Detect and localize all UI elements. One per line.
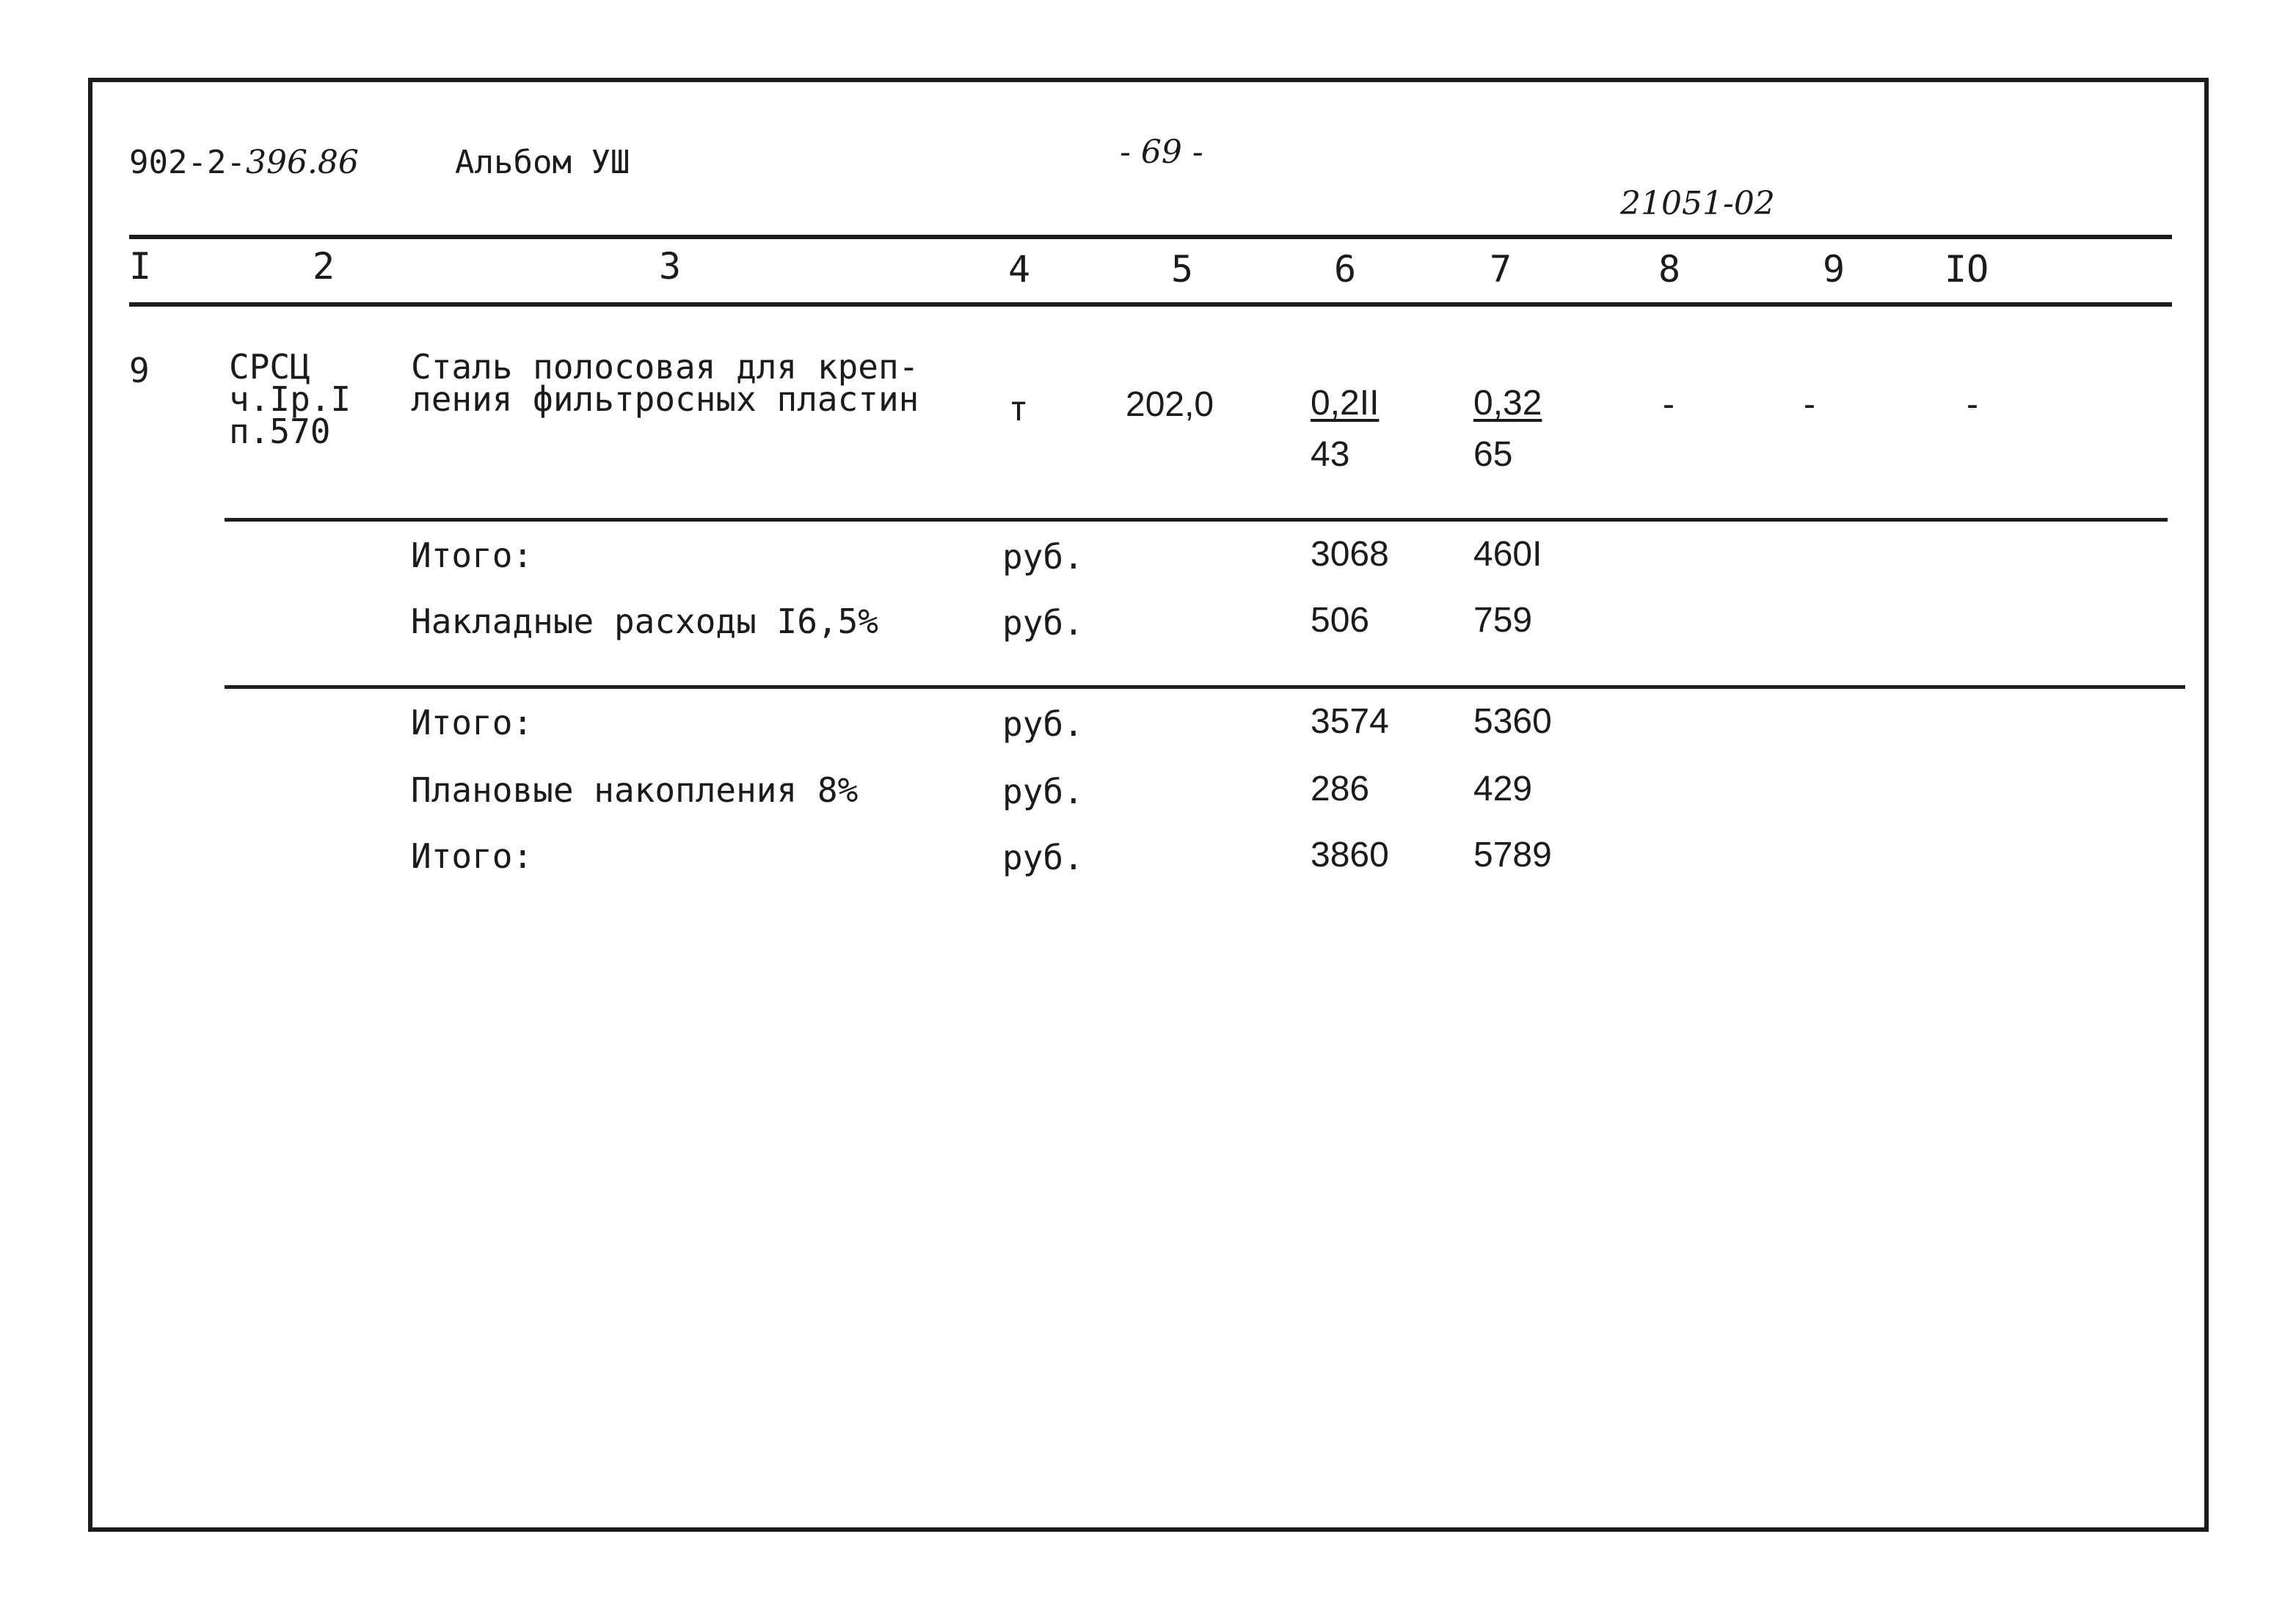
column-number-10: IO [1945,248,1989,291]
item-col9: - [1804,385,1815,424]
section-rule [225,685,2185,689]
item-qty-top: 0,2II [1311,384,1380,423]
summary-value-col7: 460I [1473,535,1542,574]
page-number: - 69 - [1120,134,1203,171]
summary-value-col7: 5360 [1473,702,1552,741]
summary-value-col6: 3068 [1311,535,1389,574]
summary-label: Накладные расходы I6,5% [411,602,878,641]
summary-label: Итого: [411,536,533,575]
summary-value-col7: 759 [1473,601,1533,640]
item-name-line: Сталь полосовая для креп- [411,347,919,387]
summary-value-col7: 5789 [1473,836,1552,874]
item-price: 202,0 [1126,385,1214,424]
summary-value-col6: 3860 [1311,836,1389,874]
item-col8: - [1663,385,1674,424]
column-number-1: I [129,245,152,288]
archive-stamp: 21051-02 [1620,185,1775,222]
column-number-9: 9 [1823,248,1845,291]
item-number: 9 [129,351,150,390]
item-cost-top: 0,32 [1473,384,1542,423]
item-code-line: СРСЦ [229,347,310,387]
page-frame [88,78,2209,1532]
header-rule-top [129,235,2172,239]
summary-unit: руб. [1002,772,1084,811]
summary-unit: руб. [1002,838,1084,877]
item-name-line: ления фильтросных пластин [411,379,919,419]
summary-unit: руб. [1002,537,1084,577]
item-code-line: п.570 [229,412,331,451]
document-number-prefix: 902-2- [129,144,246,181]
column-number-8: 8 [1658,248,1681,291]
summary-value-col6: 506 [1311,601,1370,640]
item-cost-bottom: 65 [1473,435,1513,474]
summary-value-col6: 286 [1311,770,1370,808]
column-number-2: 2 [313,245,335,288]
album-title: Альбом УШ [455,144,630,181]
summary-value-col7: 429 [1473,770,1533,808]
document-number [129,144,359,181]
summary-value-col6: 3574 [1311,702,1389,741]
summary-unit: руб. [1002,603,1084,643]
section-rule [225,518,2168,522]
item-unit: т [1008,389,1029,428]
column-number-3: 3 [659,245,682,288]
summary-unit: руб. [1002,704,1084,744]
item-code-line: ч.Iр.I [229,379,351,419]
header-rule-bottom [129,302,2172,307]
item-name [411,347,919,419]
summary-label: Итого: [411,836,533,876]
column-number-7: 7 [1490,248,1512,291]
summary-label: Плановые накопления 8% [411,770,859,810]
item-col10: - [1967,385,1978,424]
item-code [229,347,351,451]
item-qty-bottom: 43 [1311,435,1350,474]
column-number-6: 6 [1334,248,1357,291]
column-number-5: 5 [1171,248,1194,291]
document-number-handwritten: 396.86 [245,144,359,181]
column-number-4: 4 [1008,248,1031,291]
summary-label: Итого: [411,703,533,742]
